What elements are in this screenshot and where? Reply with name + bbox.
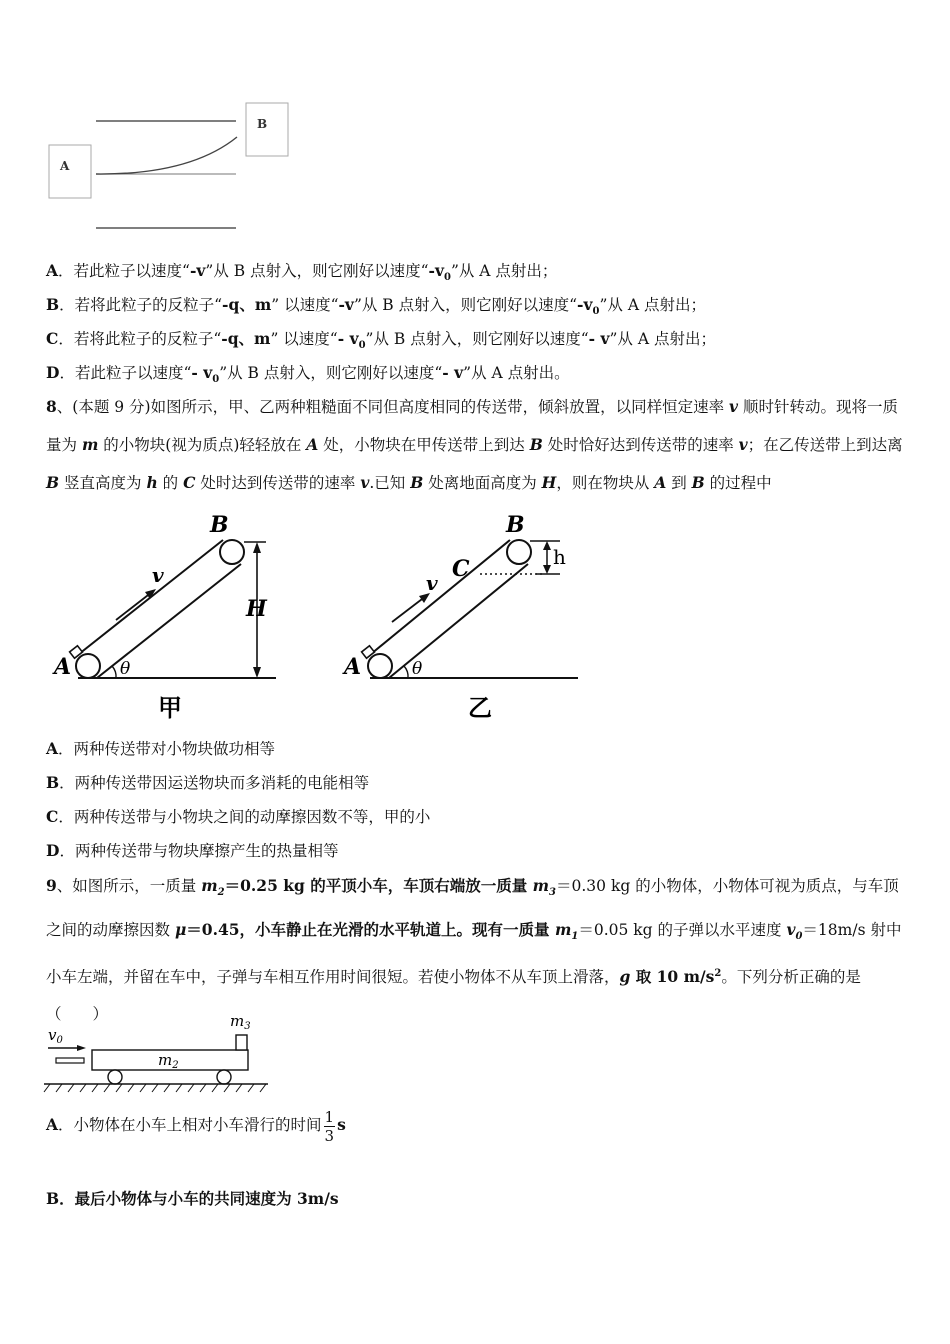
cart-mass-label: $m_2$ <box>158 1051 179 1071</box>
roller-bottom <box>76 654 100 678</box>
q8-option-a: A．两种传送带对小物块做功相等 <box>46 739 276 758</box>
object-mass-label: $m_3$ <box>230 1012 251 1032</box>
height-arrow-up <box>253 542 261 553</box>
angle-label: θ <box>412 659 423 679</box>
small-object <box>236 1035 247 1050</box>
cart-figure <box>40 1010 280 1095</box>
point-a-box <box>49 145 91 198</box>
q9-stem: 9、如图所示，一质量 $m_2=0.25$ kg 的平顶小车，车顶右端放一质量 $m_3=0.30$ kg 的小物体，小物体可视为质点，与车顶之间的动摩擦因数 μ＝0.45，小车静止在光滑的水平轨道上。现有一质量 $m_1=0.05$ kg 的子弹以水平速度 $v_0=18m/s$ 射中小车左端，并留在车中，子弹与车相互作用时间很短。若使小物体不从车顶上滑落，g 取 10 $m/s^2$。下列分析正确的是（ ） <box>46 876 902 1024</box>
velocity-label: v <box>426 571 438 595</box>
option-letter: C <box>46 329 59 348</box>
point-b-label: B <box>210 512 229 538</box>
angle-label: θ <box>120 659 131 679</box>
q8-option-d: D．两种传送带与物块摩擦产生的热量相等 <box>46 841 339 860</box>
roller-bottom <box>368 654 392 678</box>
belt-lower-edge <box>97 564 241 678</box>
roller-top <box>507 540 531 564</box>
point-b-label: B <box>257 117 268 131</box>
particle-trajectory <box>96 137 237 174</box>
wheel-right <box>217 1070 231 1084</box>
q9-option-a: A．小物体在小车上相对小车滑行的时间 $\frac{1}{3}$ s <box>46 1107 346 1145</box>
fraction: $\frac{1}{3}$ <box>324 1107 335 1145</box>
velocity-label: v <box>152 563 164 587</box>
h-arrow-down <box>543 565 551 574</box>
point-b-label: B <box>506 512 525 538</box>
field-figure <box>40 95 300 240</box>
q7-option-d: D．若此粒子以速度“- $v_0$”从 B 点射入，则它刚好以速度“- v”从 A 点射出。 <box>46 363 570 386</box>
q8-option-c: C．两种传送带与小物块之间的动摩擦因数不等，甲的小 <box>46 807 431 826</box>
q9-option-b: B．最后小物体与小车的共同速度为 3m/s <box>46 1189 339 1208</box>
velocity-arrow <box>116 592 152 620</box>
option-letter: D <box>46 363 60 382</box>
point-a-label: A <box>60 159 70 173</box>
q7-option-b: B．若将此粒子的反粒子“-q、m” 以速度“-v”从 B 点射入，则它刚好以速度“$-v_0$”从 A 点射出； <box>46 295 706 318</box>
figure-caption: 乙 <box>468 693 492 722</box>
roller-top <box>220 540 244 564</box>
figure-caption: 甲 <box>158 693 182 722</box>
point-c-label: C <box>452 556 470 582</box>
height-arrow-down <box>253 667 261 678</box>
option-letter: A <box>46 261 59 280</box>
velocity-arrow <box>392 596 426 622</box>
angle-arc <box>112 666 116 678</box>
track-hatching <box>44 1084 266 1092</box>
point-a-label: A <box>344 654 362 680</box>
conveyor-figure-yi <box>340 508 585 730</box>
angle-arc <box>404 666 408 678</box>
conveyor-figure-jia <box>48 508 288 730</box>
bullet-velocity-arrowhead <box>77 1045 86 1051</box>
point-a-label: A <box>54 654 72 680</box>
bullet-velocity-label: $v_0$ <box>48 1026 63 1046</box>
h-arrow-up <box>543 541 551 550</box>
height-label: H <box>246 596 267 622</box>
wheel-left <box>108 1070 122 1084</box>
q7-option-c: C．若将此粒子的反粒子“-q、m” 以速度“- $v_0$”从 B 点射入，则它刚好以速度“- v”从 A 点射出； <box>46 329 716 352</box>
option-letter: B <box>46 295 60 314</box>
h-label: h <box>553 545 566 569</box>
q8-stem: 8、(本题 9 分)如图所示，甲、乙两种粗糙面不同但高度相同的传送带，倾斜放置，以同样恒定速率 v 顺时针转动。现将一质量为 m 的小物块(视为质点)轻轻放在 A 处，小物块在甲传送带上到达 B 处时恰好达到传送带的速率 v；在乙传送带上到达离 B 竖直高度为 h 的 C 处时达到传送带的速率 v.已知 B 处离地面高度为 H，则在物块从 A 到 B 的过程中 <box>46 397 903 492</box>
q8-option-b: B．两种传送带因运送物块而多消耗的电能相等 <box>46 773 370 792</box>
q7-option-a: A．若此粒子以速度“-v”从 B 点射入，则它刚好以速度“$-v_0$”从 A 点射出； <box>46 261 558 284</box>
bullet <box>56 1058 84 1063</box>
